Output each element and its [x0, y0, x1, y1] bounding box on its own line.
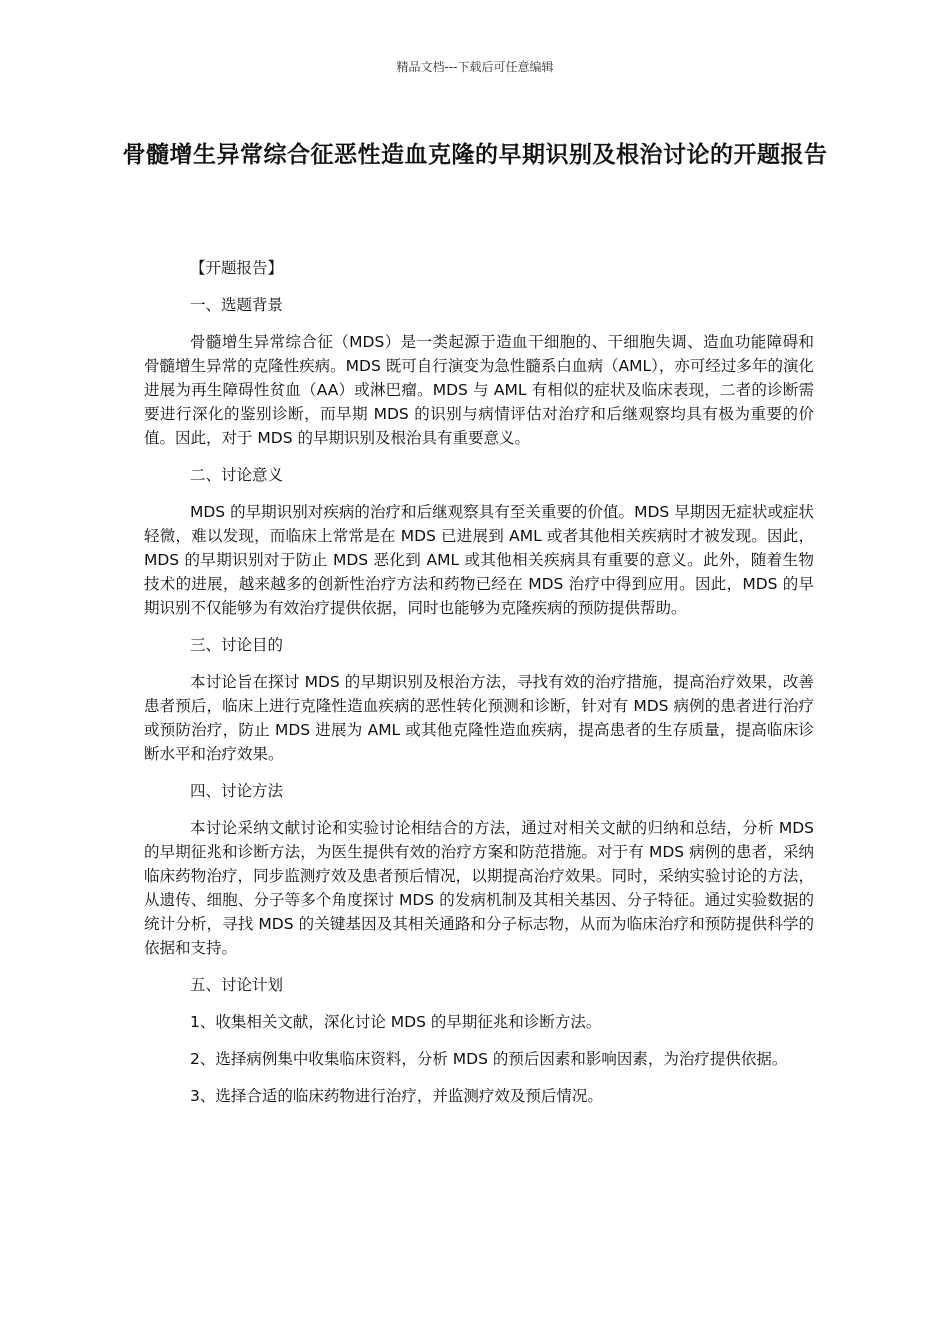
- section-heading-purpose: 三、讨论目的: [190, 636, 284, 654]
- report-label: 【开题报告】: [190, 259, 284, 277]
- section-heading-plan: 五、讨论计划: [190, 976, 284, 994]
- plan-item: 1、收集相关文献，深化讨论 MDS 的早期征兆和诊断方法。: [190, 1013, 602, 1031]
- section-body-background: 骨髓增生异常综合征（MDS）是一类起源于造血干细胞的、干细胞失调、造血功能障碍和骨髓增生异常的克隆性疾病。MDS 既可自行演变为急性髓系白血病（AML），亦可经过多年的演化进展为再生障碍性贫血（AA）或淋巴瘤。MDS 与 AML 有相似的症状及临床表现，二者的诊断需要进行深化的鉴别诊断，而早期 MDS 的识别与病情评估对治疗和后继观察均具有极为重要的价值。因此，对于 MDS 的早期识别及根治具有重要意义。: [144, 333, 814, 447]
- section-body-significance: MDS 的早期识别对疾病的治疗和后继观察具有至关重要的价值。MDS 早期因无症状或症状轻微，难以发现，而临床上常常是在 MDS 已进展到 AML 或者其他相关疾病时才被发现。因此，MDS 的早期识别对于防止 MDS 恶化到 AML 或其他相关疾病具有重要的意义。此外，随着生物技术的进展，越来越多的创新性治疗方法和药物已经在 MDS 治疗中得到应用。因此，MDS 的早期识别不仅能够为有效治疗提供依据，同时也能够为克隆疾病的预防提供帮助。: [144, 503, 814, 617]
- section-heading-background: 一、选题背景: [190, 296, 284, 314]
- document-title: 骨髓增生异常综合征恶性造血克隆的早期识别及根治讨论的开题报告: [122, 142, 828, 168]
- plan-item: 3、选择合适的临床药物进行治疗，并监测疗效及预后情况。: [190, 1087, 603, 1105]
- section-heading-method: 四、讨论方法: [190, 782, 284, 800]
- header-note: 精品文档---下载后可任意编辑: [396, 60, 554, 74]
- section-body-method: 本讨论采纳文献讨论和实验讨论相结合的方法，通过对相关文献的归纳和总结，分析 MDS 的早期征兆和诊断方法，为医生提供有效的治疗方案和防范措施。对于有 MDS 病例的患者，采纳临床药物治疗，同步监测疗效及患者预后情况，以期提高治疗效果。同时，采纳实验讨论的方法，从遗传、细胞、分子等多个角度探讨 MDS 的发病机制及其相关基因、分子特征。通过实验数据的统计分析，寻找 MDS 的关键基因及其相关通路和分子标志物，从而为临床治疗和预防提供科学的依据和支持。: [144, 819, 814, 957]
- section-body-purpose: 本讨论旨在探讨 MDS 的早期识别及根治方法，寻找有效的治疗措施，提高治疗效果，改善患者预后，临床上进行克隆性造血疾病的恶性转化预测和诊断，针对有 MDS 病例的患者进行治疗或预防治疗，防止 MDS 进展为 AML 或其他克隆性造血疾病，提高患者的生存质量，提高临床诊断水平和治疗效果。: [144, 673, 814, 763]
- section-heading-significance: 二、讨论意义: [190, 466, 284, 484]
- document-body: [144, 256, 814, 1121]
- plan-item: 2、选择病例集中收集临床资料，分析 MDS 的预后因素和影响因素，为治疗提供依据。: [190, 1050, 788, 1068]
